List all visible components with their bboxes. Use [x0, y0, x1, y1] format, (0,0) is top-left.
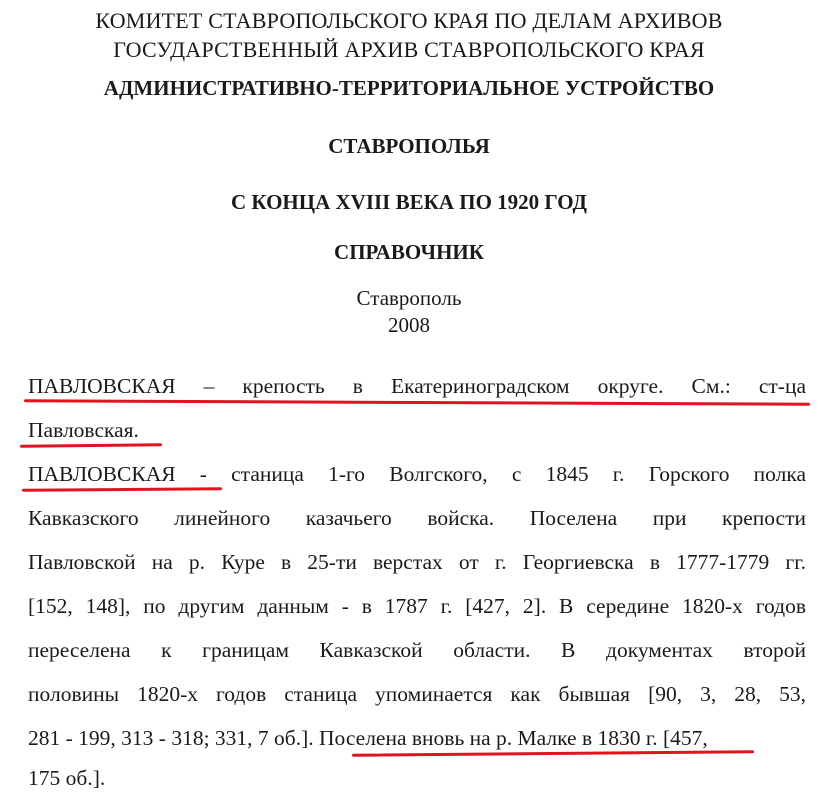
city: Ставрополь — [356, 286, 462, 310]
title-line-3: С КОНЦА XVIII ВЕКА ПО 1920 ГОД — [230, 190, 588, 214]
org-line-1: КОМИТЕТ СТАВРОПОЛЬСКОГО КРАЯ ПО ДЕЛАМ АРХИВОВ — [95, 8, 723, 33]
title-line-1: АДМИНИСТРАТИВНО-ТЕРРИТОРИАЛЬНОЕ УСТРОЙСТВО — [103, 76, 715, 100]
entry2-line-7 — [28, 726, 806, 751]
underline-entry1-line2 — [20, 443, 162, 447]
underline-entry2-phrase — [352, 750, 754, 757]
entry2-line-7-end: [457, — [657, 726, 708, 750]
year: 2008 — [388, 313, 430, 337]
org-line-2: ГОСУДАРСТВЕННЫЙ АРХИВ СТАВРОПОЛЬСКОГО КРАЯ — [113, 37, 705, 62]
entry2-line-3: Павловской на р. Куре в 25-ти верстах от г. Георгиевска в 1777-1779 гг. — [28, 550, 806, 574]
underline-entry1-line1 — [24, 399, 810, 405]
entry2-highlighted-phrase: Поселена вновь на р. Малке в 1830 г. — [319, 726, 658, 750]
entry1-line-1: ПАВЛОВСКАЯ – крепость в Екатериноградском округе. См.: ст-ца — [28, 374, 806, 398]
underline-entry2-heading — [22, 487, 222, 491]
entry2-line-1: ПАВЛОВСКАЯ - станица 1-го Волгского, с 1845 г. Горского полка — [28, 462, 806, 486]
title-line-2: СТАВРОПОЛЬЯ — [328, 134, 490, 158]
entry2-line-2: Кавказского линейного казачьего войска. Поселена при крепости — [28, 506, 806, 530]
entry2-line-7-start: 281 - 199, 313 - 318; 331, 7 об.]. — [28, 726, 320, 750]
entry2-line-5: переселена к границам Кавказской области. В документах второй — [28, 638, 806, 662]
title-line-4: СПРАВОЧНИК — [334, 240, 484, 264]
entry1-line-2: Павловская. — [28, 418, 139, 442]
entry2-line-6: половины 1820-х годов станица упоминается как бывшая [90, 3, 28, 53, — [28, 682, 806, 706]
entry2-line-8: 175 об.]. — [28, 766, 106, 790]
entry2-line-4: [152, 148], по другим данным - в 1787 г. [427, 2]. В середине 1820-х годов — [28, 594, 806, 618]
